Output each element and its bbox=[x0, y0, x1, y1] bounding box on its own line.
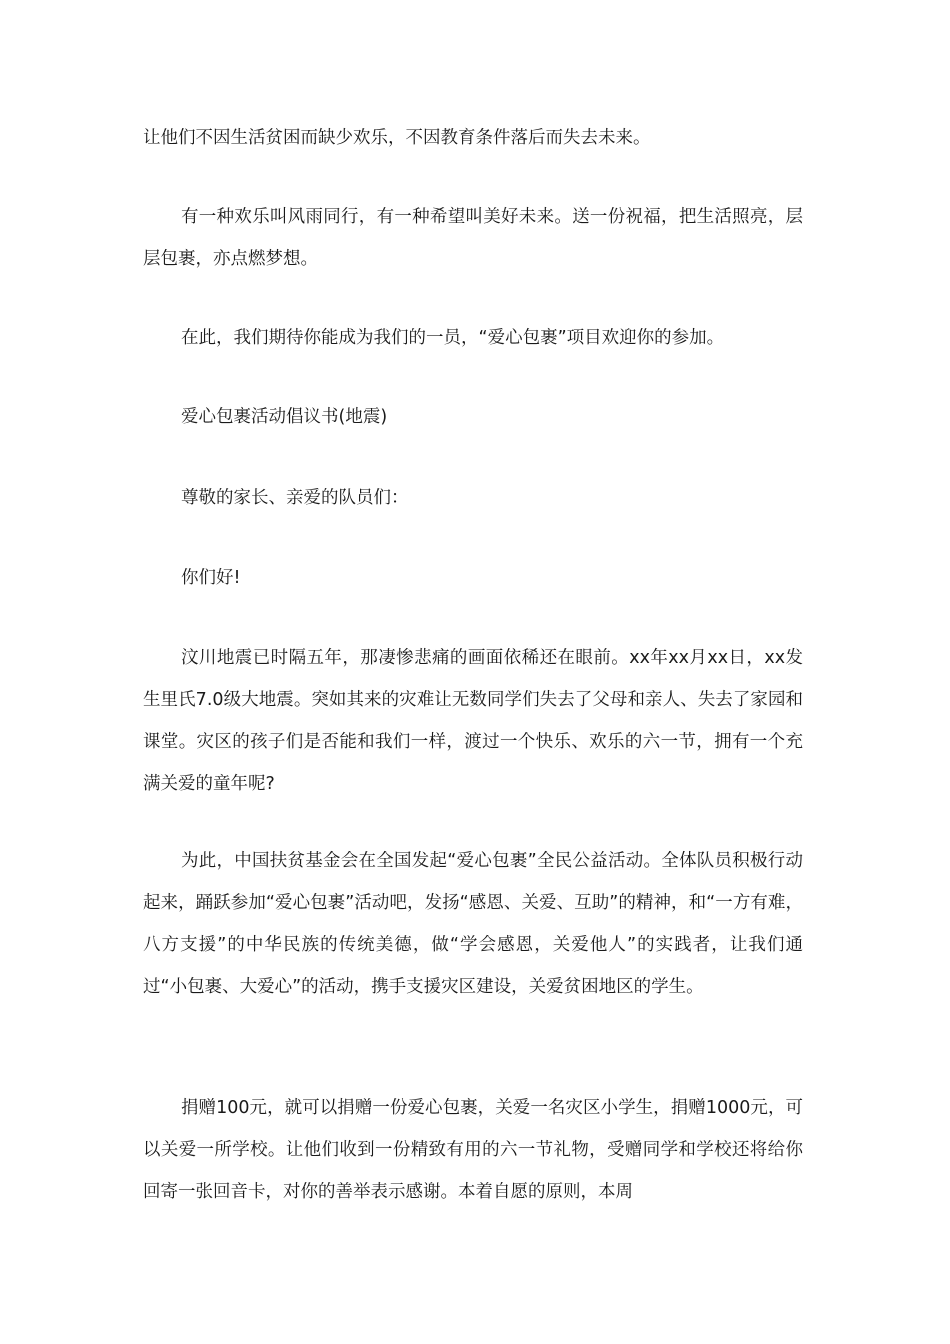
greeting: 你们好! bbox=[181, 568, 241, 588]
paragraph-invitation: 在此，我们期待你能成为我们的一员，“爱心包裹”项目欢迎你的参加。 bbox=[181, 328, 725, 348]
salutation: 尊敬的家长、亲爱的队员们： bbox=[181, 488, 409, 508]
paragraph-continuation: 让他们不因生活贫困而缺少欢乐，不因教育条件落后而失去未来。 bbox=[143, 128, 651, 148]
paragraph-donation: 捐赠100元，就可以捐赠一份爱心包裹，关爱一名灾区小学生，捐赠1000元，可以关爱一所学校。让他们收到一份精致有用的六一节礼物，受赠同学和学校还将给你回寄一张回音卡，对你的善举表示感谢。本着自愿的原则，本周 bbox=[143, 1098, 803, 1202]
paragraph-wish: 有一种欢乐叫风雨同行，有一种希望叫美好未来。送一份祝福，把生活照亮，层层包裹，亦点燃梦想。 bbox=[143, 207, 803, 269]
paragraph-campaign: 为此，中国扶贫基金会在全国发起“爱心包裹”全民公益活动。全体队员积极行动起来，踊跃参加“爱心包裹”活动吧，发扬“感恩、关爱、互助”的精神，和“一方有难，八方支援”的中华民族的传统美德，做“学会感恩，关爱他人”的实践者，让我们通过“小包裹、大爱心”的活动，携手支援灾区建设，关爱贫困地区的学生。 bbox=[143, 851, 803, 997]
paragraph-earthquake: 汶川地震已时隔五年，那凄惨悲痛的画面依稀还在眼前。xx年xx月xx日，xx发生里氏7.0级大地震。突如其来的灾难让无数同学们失去了父母和亲人、失去了家园和课堂。灾区的孩子们是否能和我们一样，渡过一个快乐、欢乐的六一节，拥有一个充满关爱的童年呢? bbox=[143, 648, 803, 794]
section-title: 爱心包裹活动倡议书(地震) bbox=[181, 407, 388, 427]
